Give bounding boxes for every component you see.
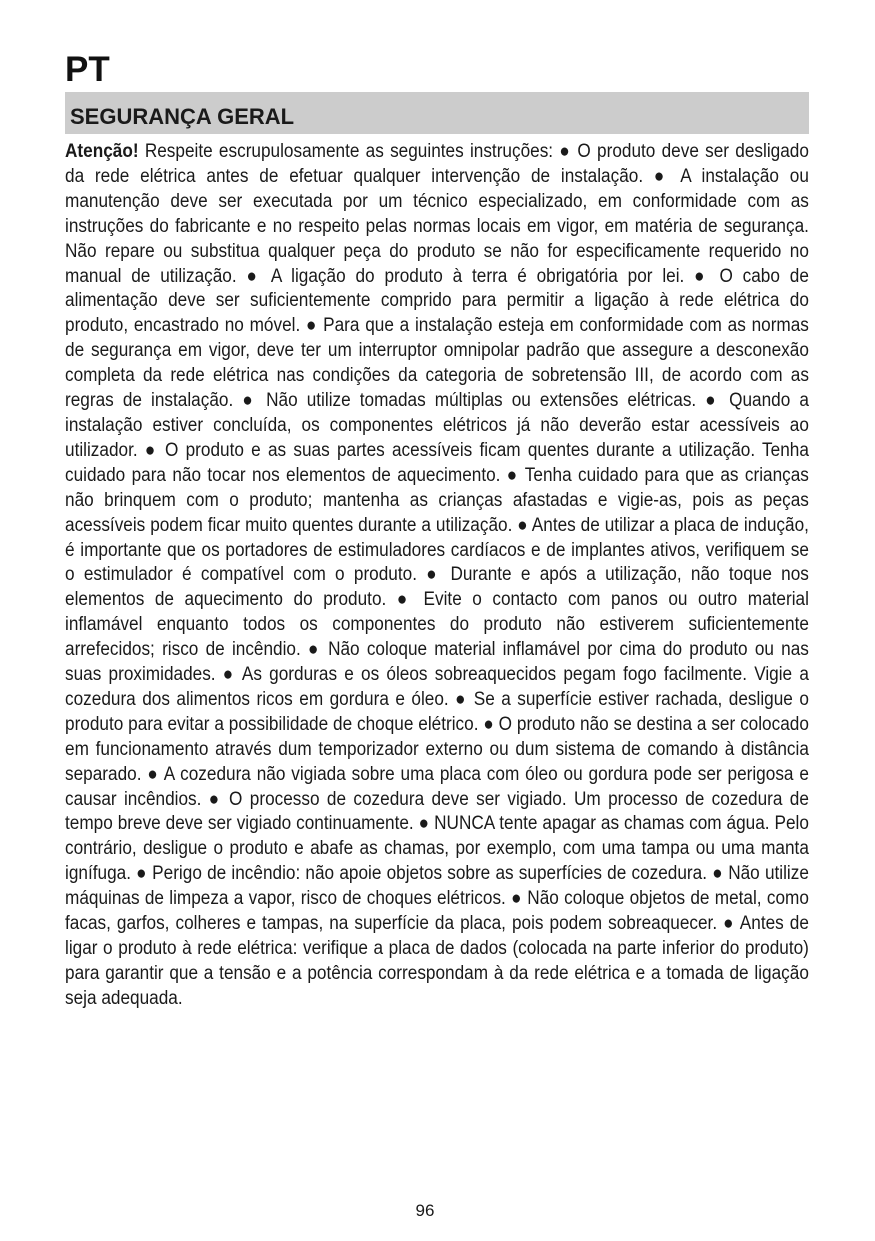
safety-instructions-text: Respeite escrupulosamente as seguintes instruções: ● O produto deve ser desligado da rede elétrica antes de efetuar qualquer intervenção de instalação. ● A instalação ou manutenção deve ser executada por um técnico especializado, em conformidade com as instruções do fabricante e no respeito pelas normas locais em vigor, em matéria de segurança. Não repare ou substitua qualquer peça do produto se não for especificamente requerido no manual de utilização. ● A ligação do produto à terra é obrigatória por lei. ● O cabo de alimentação deve ser suficientemente comprido para permitir a ligação à rede elétrica do produto, encastrado no móvel. ● Para que a instalação esteja em conformidade com as normas de segurança em vigor, deve ter um interruptor omnipolar padrão que assegure a desconexão completa da rede elétrica nas condições da categoria de sobretensão III, de acordo com as regras de instalação. ● Não utilize tomadas múltiplas ou extensões elétricas. ● Quando a instalação estiver concluída, os componentes elétricos já não deverão estar acessíveis ao utilizador. ● O produto e as suas partes acessíveis ficam quentes durante a utilização. Tenha cuidado para não tocar nos elementos de aquecimento. ● Tenha cuidado para que as crianças não brinquem com o produto; mantenha as crianças afastadas e vigie-as, pois as peças acessíveis podem ficar muito quentes durante a utilização. ● Antes de utilizar a placa de indução, é importante que os portadores de estimuladores cardíacos e de implantes ativos, verifiquem se o estimulador é compatível com o produto. ● Durante e após a utilização, não toque nos elementos de aquecimento do produto. ● Evite o contacto com panos ou outro material inflamável enquanto todos os componentes do produto não estiverem suficientemente arrefecidos; risco de incêndio. ● Não coloque material inflamável por cima do produto ou nas suas proximidades. ● As gorduras e os óleos sobreaquecidos pegam fogo facilmente. Vigie a cozedura dos alimentos ricos em gordura e óleo. ● Se a superfície estiver rachada, desligue o produto para evitar a possibilidade de choque elétrico. ● O produto não se destina a ser colocado em funcionamento através dum temporizador externo ou dum sistema de comando à distância separado. ● A cozedura não vigiada sobre uma placa com óleo ou gordura pode ser perigosa e causar incêndios. ● O processo de cozedura deve ser vigiado. Um processo de cozedura de tempo breve deve ser vigiado continuamente. ● NUNCA tente apagar as chamas com água. Pelo contrário, desligue o produto e abafe as chamas, por exemplo, com uma tampa ou uma manta ignífuga. ● Perigo de incêndio: não apoie objetos sobre as superfícies de cozedura. ● Não utilize máquinas de limpeza a vapor, risco de choques elétricos. ● Não coloque objetos de metal, como facas, garfos, colheres e tampas, na superfície da placa, pois podem sobreaquecer. ● Antes de ligar o produto à rede elétrica: verifique a placa de dados (colocada na parte inferior do produto) para garantir que a tensão e a potência correspondam à da rede elétrica e a tomada de ligação seja adequada.	[65, 141, 809, 1009]
attention-label: Atenção!	[65, 141, 139, 162]
language-code: PT	[65, 50, 110, 89]
safety-instructions-paragraph	[65, 140, 809, 1012]
section-header	[65, 92, 809, 134]
page-number: 96	[415, 1201, 435, 1220]
section-title: SEGURANÇA GERAL	[70, 104, 295, 129]
